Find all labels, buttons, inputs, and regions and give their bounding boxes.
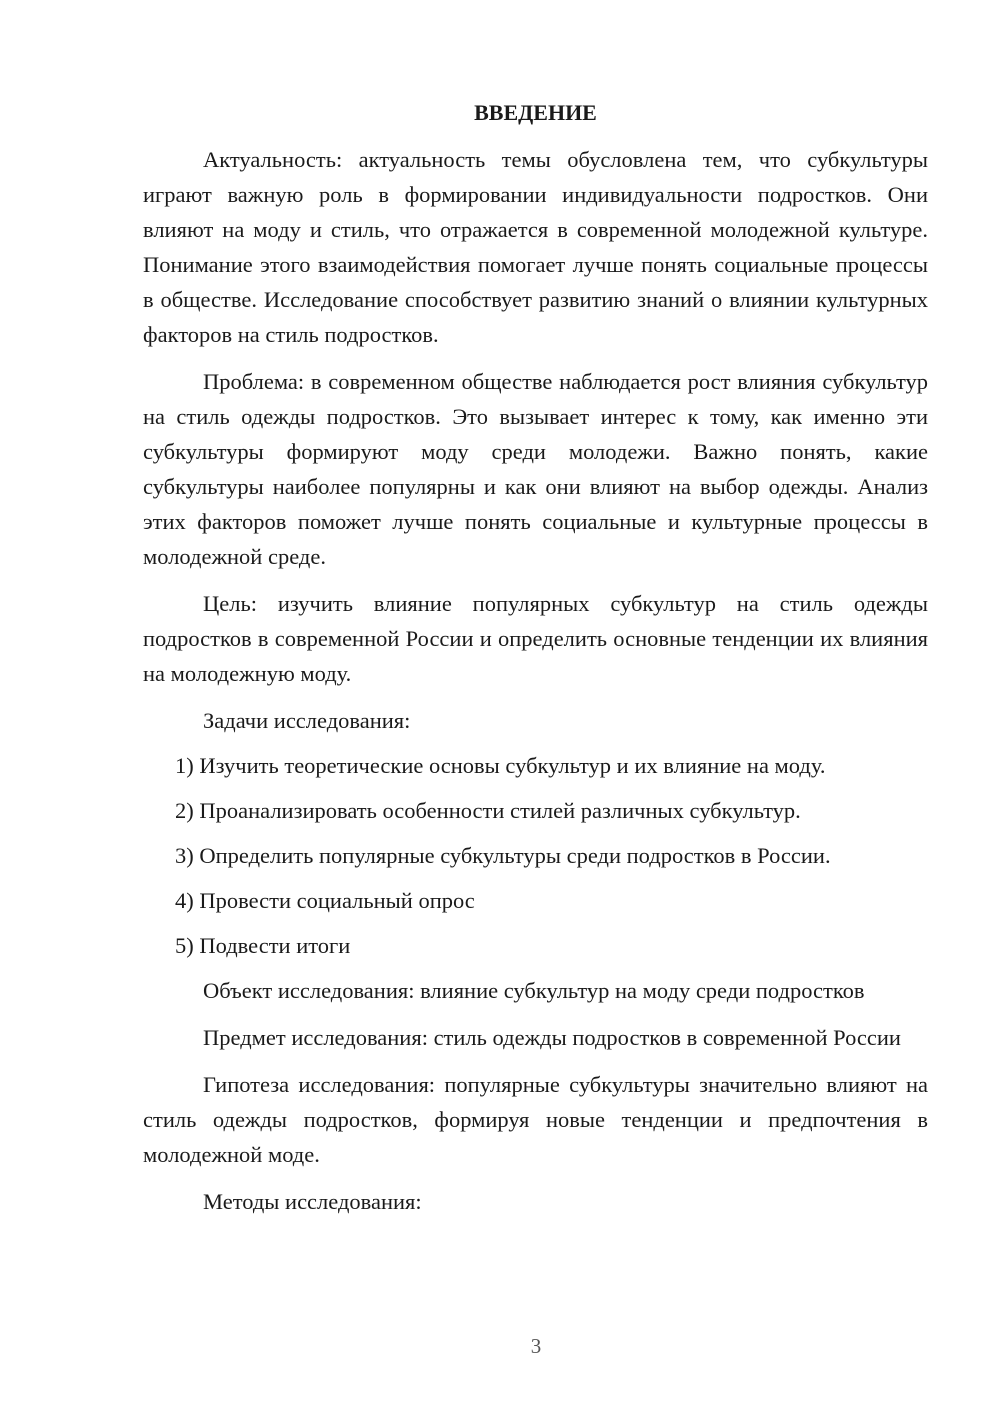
hypothesis-paragraph: Гипотеза исследования: популярные субкультуры значительно влияют на стиль одежды подростков, формируя новые тенденции и предпочтения в молодежной моде. — [143, 1072, 928, 1167]
list-item: 2) Проанализировать особенности стилей различных субкультур. — [175, 798, 801, 823]
object-paragraph: Объект исследования: влияние субкультур на моду среди подростков — [203, 978, 865, 1003]
section-heading: ВВЕДЕНИЕ — [474, 100, 597, 125]
tasks-list — [143, 748, 928, 963]
list-item: 5) Подвести итоги — [175, 933, 351, 958]
subject-paragraph: Предмет исследования: стиль одежды подростков в современной России — [203, 1025, 901, 1050]
list-item: 4) Провести социальный опрос — [175, 888, 475, 913]
list-item: 3) Определить популярные субкультуры среди подростков в России. — [175, 843, 831, 868]
methods-title: Методы исследования: — [203, 1189, 422, 1214]
relevance-paragraph: Актуальность: актуальность темы обусловлена тем, что субкультуры играют важную роль в формировании индивидуальности подростков. Они влияют на моду и стиль, что отражается в современной молодежной культуре. Понимание этого взаимодействия помогает лучше понять социальные процессы в обществе. Исследование способствует развитию знаний о влиянии культурных факторов на стиль подростков. — [143, 147, 928, 347]
goal-paragraph: Цель: изучить влияние популярных субкультур на стиль одежды подростков в современной России и определить основные тенденции их влияния на молодежную моду. — [143, 591, 928, 686]
page-number: 3 — [530, 1334, 542, 1358]
problem-paragraph: Проблема: в современном обществе наблюдается рост влияния субкультур на стиль одежды подростков. Это вызывает интерес к тому, как именно эти субкультуры формируют моду среди молодежи. Важно понять, какие субкультуры наиболее популярны и как они влияют на выбор одежды. Анализ этих факторов поможет лучше понять социальные и культурные процессы в молодежной среде. — [143, 369, 928, 569]
list-item: 1) Изучить теоретические основы субкультур и их влияние на моду. — [175, 753, 826, 778]
page-content — [143, 96, 928, 1229]
tasks-title: Задачи исследования: — [203, 708, 411, 733]
